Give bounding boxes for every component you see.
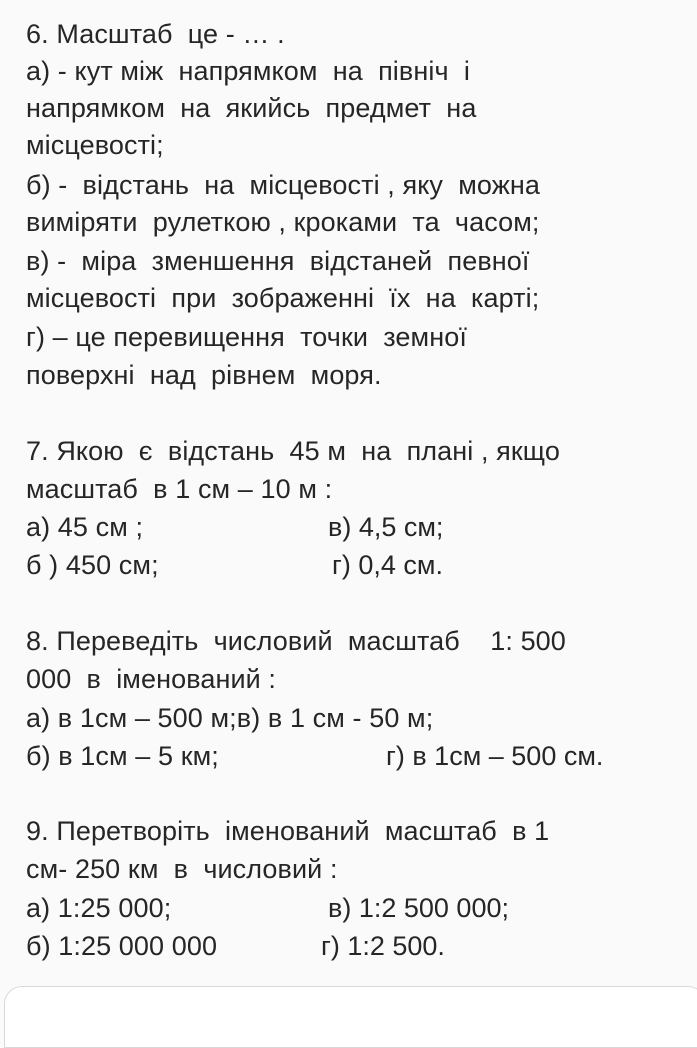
q6-option-a-line3: місцевості; (26, 130, 164, 160)
q6-option-g-line1: г) – це перевищення точки земної (26, 322, 467, 352)
q7-title-line2: масштаб в 1 см – 10 м : (26, 474, 333, 504)
q8-options-a-v: а) в 1см – 500 м;в) в 1 см - 50 м; (26, 703, 434, 733)
q7-option-v: в) 4,5 см; (328, 512, 444, 542)
q8-title-line2: 000 в іменований : (26, 664, 277, 694)
q9-option-v: в) 1:2 500 000; (328, 893, 509, 923)
q8-option-g: г) в 1см – 500 см. (386, 741, 604, 771)
q6-title: 6. Масштаб це - … . (26, 19, 285, 49)
q6-option-b-line2: виміряти рулеткою , кроками та часом; (26, 207, 540, 237)
q7-title-line1: 7. Якою є відстань 45 м на плані , якщо (26, 436, 560, 466)
q7-option-b: б ) 450 см; (26, 550, 159, 580)
q7-option-a: а) 45 см ; (26, 512, 144, 542)
q9-title-line2: см- 250 км в числовий : (26, 854, 338, 884)
q9-option-b: б) 1:25 000 000 (26, 931, 218, 961)
q6-option-v-line2: місцевості при зображенні їх на карті; (26, 283, 540, 313)
q8-title-line1: 8. Переведіть числовий масштаб 1: 500 (26, 626, 566, 656)
q9-option-a: а) 1:25 000; (26, 893, 172, 923)
q6-option-g-line2: поверхні над рівнем моря. (26, 360, 382, 390)
q6-option-b-line1: б) - відстань на місцевості , яку можна (26, 170, 541, 200)
q9-title-line1: 9. Перетворіть іменований масштаб в 1 (26, 816, 550, 846)
q6-option-v-line1: в) - міра зменшення відстаней певної (26, 246, 530, 276)
q6-option-a-line1: а) - кут між напрямком на північ і (26, 56, 470, 86)
q7-option-g: г) 0,4 см. (332, 550, 443, 580)
q8-option-b: б) в 1см – 5 км; (26, 741, 219, 771)
q9-option-g: г) 1:2 500. (321, 931, 445, 961)
bottom-sheet-card[interactable] (4, 986, 697, 1048)
q6-option-a-line2: напрямком на якийсь предмет на (26, 93, 477, 123)
